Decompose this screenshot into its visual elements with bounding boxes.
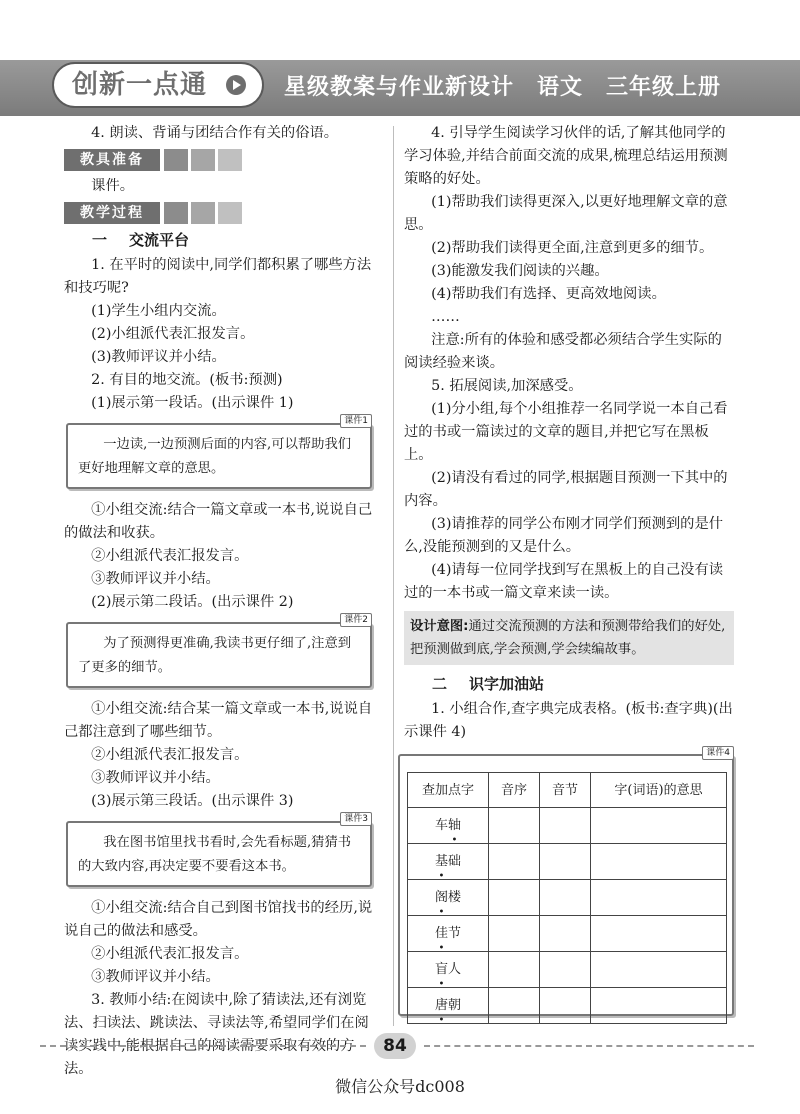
section-tools <box>64 147 382 173</box>
part-name: 交流平台 <box>129 231 190 249</box>
paragraph: (4)帮助我们有选择、更高效地阅读。 <box>431 286 666 302</box>
paragraph: ②小组派代表汇报发言。 <box>91 548 249 564</box>
paragraph: (2)请没有看过的同学,根据题目预测一下其中的内容。 <box>404 470 728 509</box>
brand-label: 创新一点通 <box>72 70 208 100</box>
box-text: 为了预测得更准确,我读书更仔细了,注意到了更多的细节。 <box>78 636 352 675</box>
part-1-title <box>92 229 382 252</box>
table-cell <box>489 916 540 952</box>
table-cell <box>591 916 727 952</box>
courseware-box-1 <box>66 416 372 489</box>
dotted-char: 基 <box>434 854 448 869</box>
question-4: 4. 引导学生阅读学习伙伴的话,了解其他同学的学习体验,并结合前面交流的成果,梳理总结运用预测策略的好处。 <box>404 125 728 187</box>
note: 注意:所有的体验和感受都必须结合学生实际的阅读经验来谈。 <box>404 332 722 371</box>
dotted-char: 佳 <box>434 926 448 941</box>
char: 础 <box>448 854 462 869</box>
part-number: 一 <box>92 231 108 249</box>
table-cell <box>489 880 540 916</box>
paragraph: ③教师评议并小结。 <box>91 969 220 985</box>
dictionary-table <box>407 772 727 1024</box>
table-row <box>408 916 727 952</box>
table-cell <box>408 988 489 1024</box>
question-5: 5. 拓展阅读,加深感受。 <box>431 378 583 394</box>
courseware-tag: 课件2 <box>340 613 372 627</box>
courseware-tag: 课件4 <box>702 746 734 760</box>
deco-square <box>218 202 242 224</box>
paragraph: (1)帮助我们读得更深入,以更好地理解文章的意思。 <box>404 194 728 233</box>
paragraph: (2)展示第二段话。(出示课件 2) <box>91 594 294 610</box>
paragraph: (3)请推荐的同学公布刚才同学们预测到的是什么,没能预测到的又是什么。 <box>404 516 724 555</box>
table-cell <box>540 808 591 844</box>
design-text: 通过交流预测的方法和预测带给我们的好处,把预测做到底,学会预测,学会续编故事。 <box>410 619 726 657</box>
box-text: 我在图书馆里找书看时,会先看标题,猜猜书的大致内容,再决定要不要看这本书。 <box>78 835 352 874</box>
courseware-tag: 课件3 <box>340 812 372 826</box>
table-cell <box>591 952 727 988</box>
book-title: 星级教案与作业新设计 语文 三年级上册 <box>284 75 722 100</box>
paragraph: (4)请每一位同学找到写在黑板上的自己没有读过的一本书或一篇文章来读一读。 <box>404 562 724 601</box>
column-header: 字(词语)的意思 <box>591 773 727 808</box>
dotted-char: 唐 <box>434 998 448 1013</box>
play-icon <box>226 75 246 95</box>
deco-square <box>191 202 215 224</box>
paragraph: (1)分小组,每个小组推荐一名同学说一本自己看过的书或一篇读过的文章的题目,并把它写在黑板上。 <box>404 401 728 463</box>
char: 车 <box>434 818 448 833</box>
table-cell <box>408 844 489 880</box>
table-cell <box>408 952 489 988</box>
column-header: 音序 <box>489 773 540 808</box>
paragraph: (3)展示第三段话。(出示课件 3) <box>91 793 294 809</box>
tools-text: 课件。 <box>91 178 135 194</box>
paragraph: (3)能激发我们阅读的兴趣。 <box>431 263 609 279</box>
courseware-box-3 <box>66 814 372 887</box>
dotted-char: 阁 <box>434 890 448 905</box>
paragraph: (1)学生小组内交流。 <box>91 303 226 319</box>
footer-rule-left <box>40 1045 366 1047</box>
table-row <box>408 880 727 916</box>
paragraph: ①小组交流:结合某一篇文章或一本书,说说自己都注意到了哪些细节。 <box>64 701 373 740</box>
column-header: 查加点字 <box>408 773 489 808</box>
table-cell <box>408 808 489 844</box>
footer-rule-right <box>424 1045 754 1047</box>
section-label: 教具准备 <box>64 149 160 171</box>
design-intent <box>404 611 734 665</box>
part-2-title <box>432 673 734 696</box>
table-cell <box>489 844 540 880</box>
paragraph: ①小组交流:结合一篇文章或一本书,说说自己的做法和收获。 <box>64 502 373 541</box>
courseware-tag: 课件1 <box>340 414 372 428</box>
box-text: 一边读,一边预测后面的内容,可以帮助我们更好地理解文章的意思。 <box>78 437 352 476</box>
table-cell <box>540 952 591 988</box>
table-cell <box>540 988 591 1024</box>
courseware-box-2 <box>66 615 372 688</box>
dotted-char: 轴 <box>448 818 462 833</box>
part-number: 二 <box>432 675 448 693</box>
table-cell <box>591 880 727 916</box>
column-header: 音节 <box>540 773 591 808</box>
char: 朝 <box>448 998 462 1013</box>
part-name: 识字加油站 <box>469 675 545 693</box>
table-cell <box>408 916 489 952</box>
char: 楼 <box>448 890 462 905</box>
paragraph: ②小组派代表汇报发言。 <box>91 946 249 962</box>
section-label: 教学过程 <box>64 202 160 224</box>
page-number: 84 <box>374 1033 416 1059</box>
column-divider <box>393 126 394 1026</box>
paragraph: (1)展示第一段话。(出示课件 1) <box>91 395 294 411</box>
objective-4: 4. 朗读、背诵与团结合作有关的俗语。 <box>91 125 339 141</box>
table-cell <box>489 988 540 1024</box>
table-cell <box>591 808 727 844</box>
question-3: 3. 教师小结:在阅读中,除了猜读法,还有浏览法、扫读法、跳读法、寻读法等,希望同学们在阅读实践中,能根据自己的阅读需要采取有效的方法。 <box>64 992 369 1077</box>
section-process <box>64 200 382 226</box>
question-1: 1. 在平时的阅读中,同学们都积累了哪些方法和技巧呢? <box>64 257 372 296</box>
paragraph: ③教师评议并小结。 <box>91 571 220 587</box>
paragraph: (2)帮助我们读得更全面,注意到更多的细节。 <box>431 240 714 256</box>
table-header-row <box>408 773 727 808</box>
paragraph: (2)小组派代表汇报发言。 <box>91 326 255 342</box>
deco-square <box>164 149 188 171</box>
deco-square <box>164 202 188 224</box>
table-cell <box>489 808 540 844</box>
table-cell <box>540 916 591 952</box>
char: 节 <box>448 926 462 941</box>
table-row <box>408 808 727 844</box>
table-cell <box>540 844 591 880</box>
table-cell <box>540 880 591 916</box>
brand-badge <box>52 62 264 108</box>
watermark: 微信公众号dc008 <box>335 1077 465 1096</box>
table-cell <box>489 952 540 988</box>
table-cell <box>408 880 489 916</box>
char: 人 <box>448 962 462 977</box>
table-cell <box>591 988 727 1024</box>
dotted-char: 盲 <box>434 962 448 977</box>
deco-square <box>191 149 215 171</box>
right-column <box>404 122 734 1016</box>
paragraph: (3)教师评议并小结。 <box>91 349 226 365</box>
table-row <box>408 988 727 1024</box>
paragraph: ②小组派代表汇报发言。 <box>91 747 249 763</box>
question-2: 2. 有目的地交流。(板书:预测) <box>91 372 283 388</box>
part2-question-1: 1. 小组合作,查字典完成表格。(板书:查字典)(出示课件 4) <box>404 701 733 740</box>
paragraph: ①小组交流:结合自己到图书馆找书的经历,说说自己的做法和感受。 <box>64 900 373 939</box>
ellipsis: …… <box>431 309 460 325</box>
table-cell <box>591 844 727 880</box>
table-row <box>408 952 727 988</box>
courseware-box-4 <box>398 748 734 1016</box>
left-column <box>64 122 382 1081</box>
paragraph: ③教师评议并小结。 <box>91 770 220 786</box>
design-label: 设计意图: <box>410 619 469 634</box>
deco-square <box>218 149 242 171</box>
